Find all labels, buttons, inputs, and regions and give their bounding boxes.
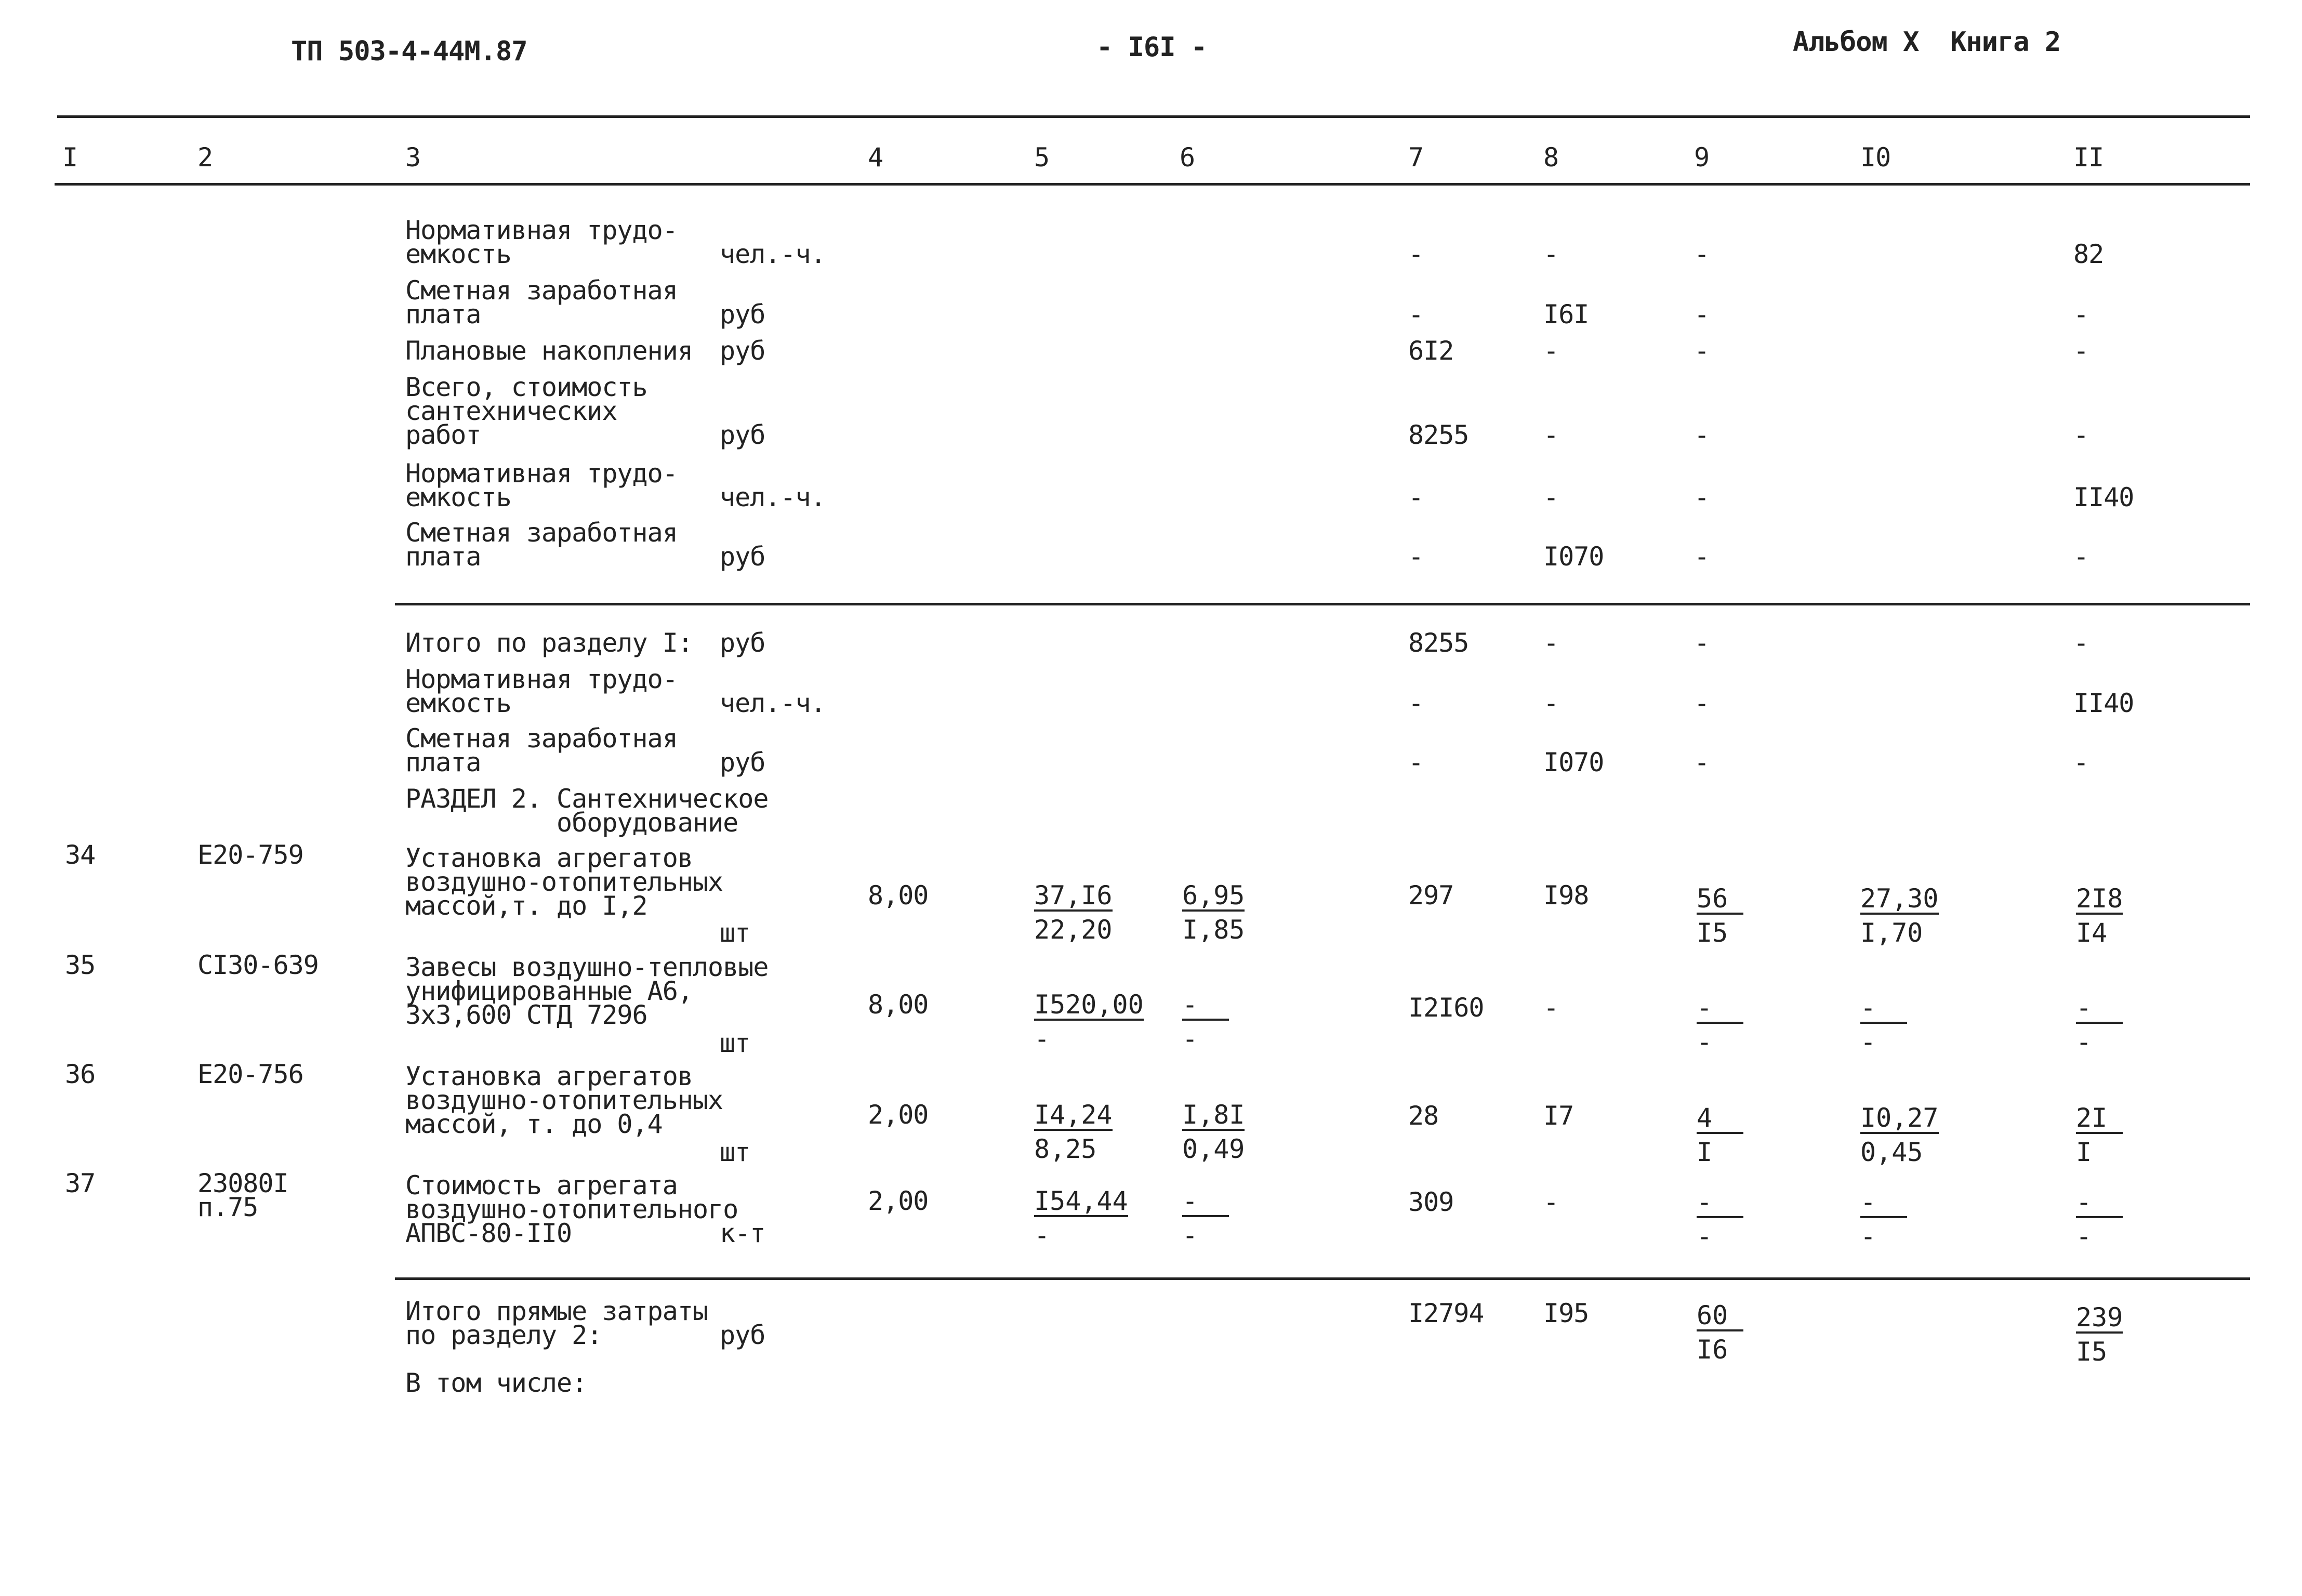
item35-number: 35	[65, 950, 96, 980]
summary2-row0-name: Итого по разделу I:	[405, 628, 693, 658]
summary1-row1-name: Сметная заработная плата	[405, 275, 678, 329]
summary1-row3-c11: -	[2073, 420, 2089, 450]
summary1-row5-unit: руб	[720, 542, 765, 572]
summary1-row4-c11: II40	[2073, 482, 2134, 512]
item37-code: 23080I п.75	[197, 1168, 288, 1222]
total-col8: I95	[1543, 1298, 1589, 1328]
item34-col8: I98	[1543, 880, 1589, 911]
summary2-row1-name: Нормативная трудо- емкость	[405, 664, 678, 718]
item35-col10: - -	[1860, 996, 1907, 1054]
summary2-row0-c11: -	[2073, 628, 2089, 658]
total-col7: I2794	[1408, 1298, 1484, 1328]
column-header-5: 5	[1034, 142, 1050, 173]
item37-col6: - -	[1182, 1189, 1229, 1247]
top-rule	[57, 115, 2250, 118]
total-col11: $\frac{239}{I5}$	[2076, 1302, 2123, 1367]
summary1-row4-c8: -	[1543, 482, 1559, 512]
summary1-row0-c11: 82	[2073, 239, 2104, 269]
total-unit: руб	[720, 1320, 765, 1350]
item36-col8: I7	[1543, 1101, 1574, 1131]
summary2-row0-c8: -	[1543, 628, 1559, 658]
summary1-row4-c7: -	[1408, 482, 1424, 512]
item37-qty: 2,00	[868, 1186, 929, 1216]
item35-name: Завесы воздушно-тепловые унифицированные А6, 3х3,600 СТД 7296	[405, 952, 769, 1030]
item34-col11: $\frac{2I8}{I4}$	[2076, 883, 2123, 948]
summary1-row0-c8: -	[1543, 239, 1559, 269]
summary1-row5-c7: -	[1408, 542, 1424, 572]
summary1-row0-c9: -	[1694, 239, 1710, 269]
summary2-row2-unit: руб	[720, 747, 765, 777]
item36-col5: $\frac{I4,24}{8,25}$	[1034, 1100, 1113, 1164]
summary1-row1-c11: -	[2073, 299, 2089, 329]
summary1-row2-c11: -	[2073, 336, 2089, 366]
summary1-row1-unit: руб	[720, 299, 765, 329]
summary1-row3-name: Всего, стоимость сантехнических работ	[405, 372, 647, 450]
summary1-row5-c8: I070	[1543, 542, 1604, 572]
column-header-1: I	[62, 142, 78, 173]
summary1-row0-unit: чел.-ч.	[720, 239, 826, 269]
column-header-10: I0	[1860, 142, 1891, 173]
column-header-2: 2	[197, 142, 213, 173]
section2-divider	[395, 1277, 2250, 1280]
summary1-row2-unit: руб	[720, 336, 765, 366]
summary1-row5-c9: -	[1694, 542, 1710, 572]
item36-qty: 2,00	[868, 1100, 929, 1130]
item35-col5: I520,00 -	[1034, 990, 1144, 1054]
summary1-row1-c8: I6I	[1543, 299, 1589, 329]
summary2-row1-c9: -	[1694, 688, 1710, 718]
column-header-11: II	[2073, 142, 2104, 173]
item35-col11: - -	[2076, 996, 2123, 1054]
summary1-row2-c7: 6I2	[1408, 336, 1454, 366]
summary1-row2-name: Плановые накопления	[405, 336, 693, 366]
summary2-row1-c8: -	[1543, 688, 1559, 718]
footer-text: В том числе:	[405, 1368, 587, 1398]
item34-col7: 297	[1408, 880, 1454, 911]
album-info: Альбом X Книга 2	[1793, 27, 2061, 58]
item36-col6: $\frac{I,8I}{0,49}$	[1182, 1100, 1245, 1164]
summary2-row1-unit: чел.-ч.	[720, 688, 826, 718]
column-header-7: 7	[1408, 142, 1424, 173]
summary2-row1-c7: -	[1408, 688, 1424, 718]
summary1-row5-name: Сметная заработная плата	[405, 518, 678, 572]
item34-name: Установка агрегатов воздушно-отопительных массой,т. до I,2	[405, 843, 723, 921]
item36-col11: $\frac{2I}{I}$	[2076, 1106, 2123, 1164]
item35-code: СI30-639	[197, 950, 319, 980]
section-title: РАЗДЕЛ 2. Сантехническое оборудование	[405, 784, 769, 838]
column-header-3: 3	[405, 142, 421, 173]
item35-col6: - -	[1182, 993, 1229, 1051]
summary1-row5-c11: -	[2073, 542, 2089, 572]
item36-col10: $\frac{I0,27}{0,45}$	[1860, 1103, 1939, 1167]
item36-number: 36	[65, 1059, 96, 1089]
summary1-row4-name: Нормативная трудо- емкость	[405, 458, 678, 512]
summary2-row0-unit: руб	[720, 628, 765, 658]
column-header-6: 6	[1180, 142, 1195, 173]
header-bottom-rule	[55, 183, 2250, 186]
item37-col5: I54,44 -	[1034, 1186, 1128, 1250]
summary1-row4-c9: -	[1694, 482, 1710, 512]
item36-col7: 28	[1408, 1101, 1439, 1131]
summary2-row2-name: Сметная заработная плата	[405, 723, 678, 777]
item37-col9: - -	[1697, 1190, 1743, 1248]
item37-col10: - -	[1860, 1190, 1907, 1248]
item36-col9: $\frac{4}{I}$	[1697, 1106, 1743, 1164]
summary1-row3-unit: руб	[720, 420, 765, 450]
column-header-8: 8	[1543, 142, 1559, 173]
item37-col7: 309	[1408, 1187, 1454, 1217]
summary1-row2-c9: -	[1694, 336, 1710, 366]
item35-col8: -	[1543, 993, 1559, 1023]
item34-unit: шт	[720, 918, 750, 948]
item34-number: 34	[65, 840, 96, 870]
item34-col6: $\frac{6,95}{I,85}$	[1182, 880, 1245, 945]
summary1-row3-c8: -	[1543, 420, 1559, 450]
summary2-row2-c9: -	[1694, 747, 1710, 777]
summary2-row2-c11: -	[2073, 747, 2089, 777]
summary1-row0-name: Нормативная трудо- емкость	[405, 215, 678, 269]
item36-name: Установка агрегатов воздушно-отопительных массой, т. до 0,4	[405, 1061, 723, 1139]
item36-unit: шт	[720, 1137, 750, 1167]
item34-col10: $\frac{27,30}{I,70}$	[1860, 883, 1939, 948]
column-header-9: 9	[1694, 142, 1710, 173]
summary2-row2-c7: -	[1408, 747, 1424, 777]
summary2-row0-c9: -	[1694, 628, 1710, 658]
item36-code: Е20-756	[197, 1059, 303, 1089]
column-header-4: 4	[868, 142, 883, 173]
item35-col7: I2I60	[1408, 993, 1484, 1023]
item34-col9: $\frac{56}{I5}$	[1697, 887, 1743, 945]
document-code: ТП 503-4-44М.87	[291, 36, 527, 67]
item37-name: Стоимость агрегата воздушно-отопительного АПВС-80-II0	[405, 1170, 738, 1248]
summary1-row3-c9: -	[1694, 420, 1710, 450]
item35-qty: 8,00	[868, 990, 929, 1020]
summary1-row4-unit: чел.-ч.	[720, 482, 826, 512]
summary1-row3-c7: 8255	[1408, 420, 1469, 450]
total-name: Итого прямые затраты по разделу 2:	[405, 1296, 708, 1350]
total-col9: $\frac{60}{I6}$	[1697, 1303, 1743, 1362]
item34-qty: 8,00	[868, 880, 929, 911]
summary2-row2-c8: I070	[1543, 747, 1604, 777]
item37-col11: - -	[2076, 1190, 2123, 1248]
summary1-row1-c9: -	[1694, 299, 1710, 329]
summary2-row0-c7: 8255	[1408, 628, 1469, 658]
item35-unit: шт	[720, 1028, 750, 1058]
item37-col8: -	[1543, 1187, 1559, 1217]
item37-number: 37	[65, 1168, 96, 1198]
item37-unit: к-т	[720, 1218, 765, 1248]
summary1-row2-c8: -	[1543, 336, 1559, 366]
item34-col5: $\frac{37,I6}{22,20}$	[1034, 880, 1113, 945]
summary1-row1-c7: -	[1408, 299, 1424, 329]
summary2-row1-c11: II40	[2073, 688, 2134, 718]
section1-divider	[395, 603, 2250, 605]
item34-code: Е20-759	[197, 840, 303, 870]
item35-col9: - -	[1697, 996, 1743, 1054]
summary1-row0-c7: -	[1408, 239, 1424, 269]
page-number: - I6I -	[1096, 32, 1207, 63]
